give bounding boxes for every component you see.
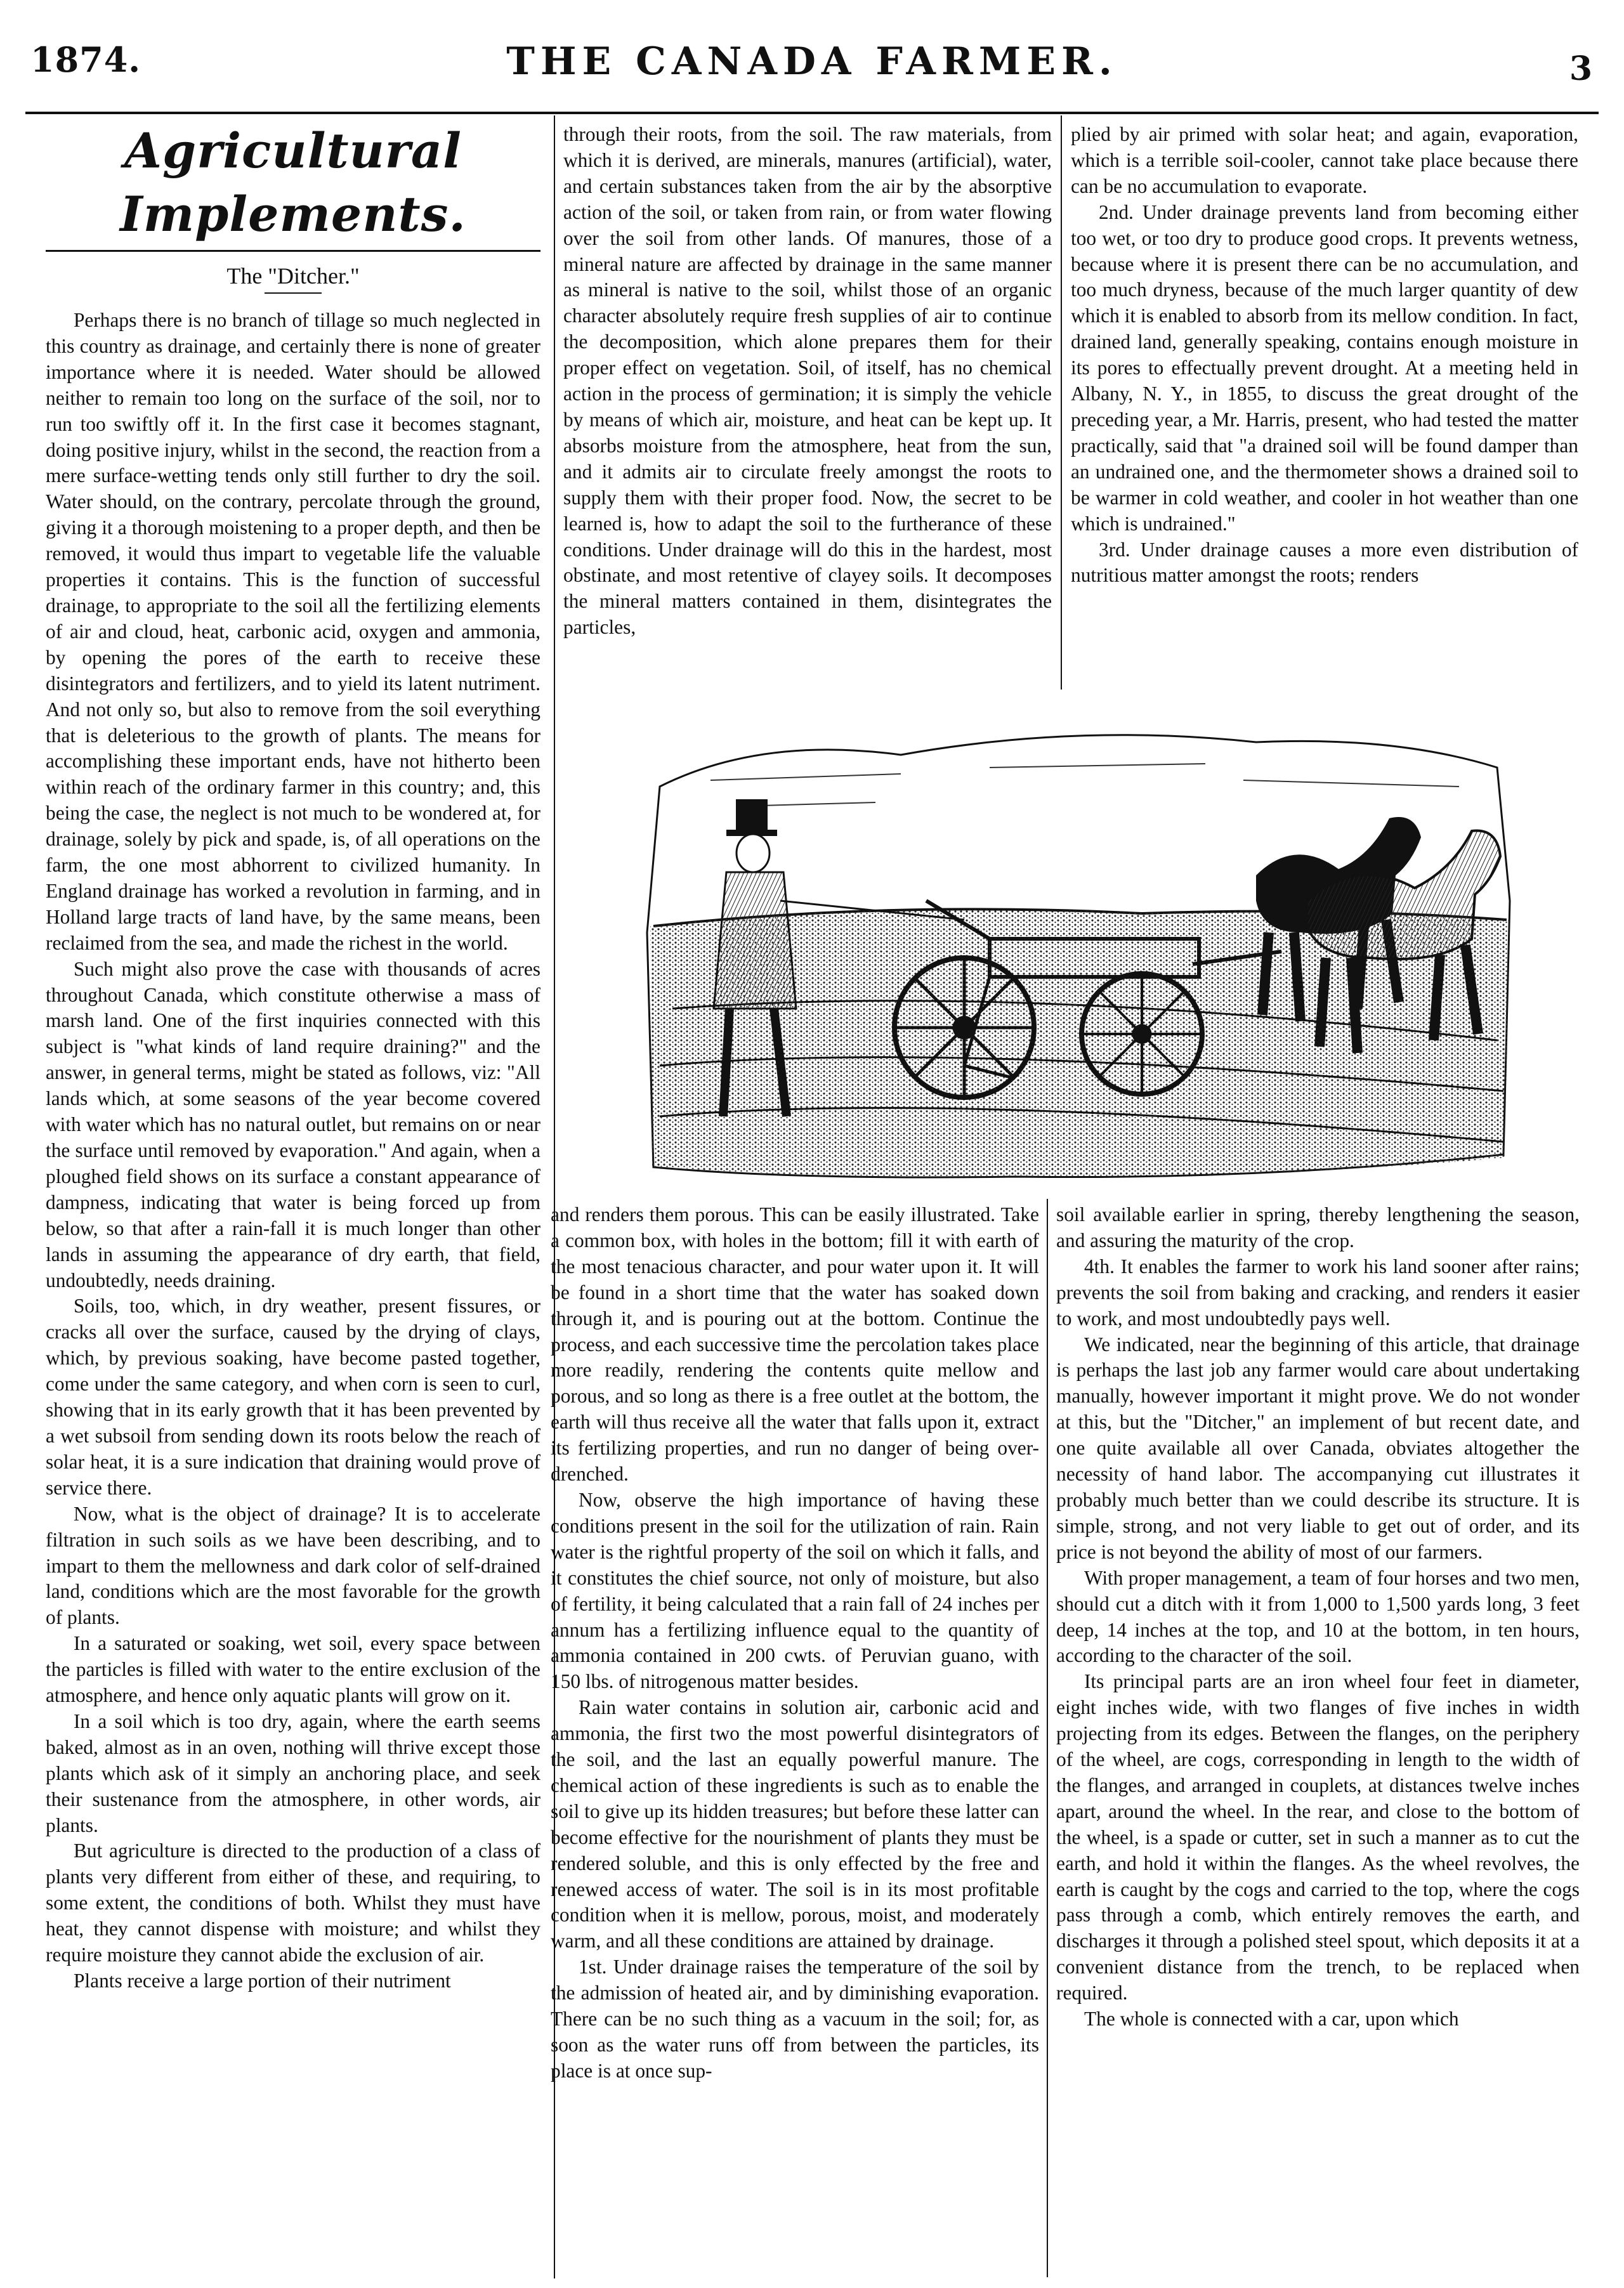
paragraph: But agriculture is directed to the production of a class of plants very different from either of these, and requiring, to some extent, the conditions of both. Whilst they must have heat, they cannot dispense with moisture; and whilst they require moisture they cannot abide the exclusion of air. [46,1840,540,1966]
paragraph: Now, what is the object of drainage? It is to accelerate filtration in such soils as we have been describing, and to impart to them the mellowness and dark color of self-drained land, conditions which are the most favorable for the growth of plants. [46,1502,540,1629]
column-divider-3 [1047,1199,1048,2277]
paragraph: With proper management, a team of four horses and two men, should cut a ditch with it from 1,000 to 1,500 yards long, 3 feet deep, 14 inches at the top, and 10 at the bottom, in ten hours, according to the character of the soil. [1056,1566,1580,1667]
masthead-title: THE CANADA FARMER. [506,39,1118,84]
article-column-1 [46,119,540,2279]
article-column-2-top [563,122,1052,690]
paragraph: Soils, too, which, in dry weather, present fissures, or cracks all over the surface, caused by the drying of clays, which, by previous soaking, have become pasted together, come under the same category, and when corn is seen to curl, showing that in its early growth that it has been prevented by a wet subsoil from sending down its roots below the reach of solar heat, it is a sure indication that draining would prove of service there. [46,1295,540,1499]
paragraph: In a soil which is too dry, again, where the earth seems baked, almost as in an oven, nothing will thrive except those plants which ask of it simply an anchoring place, and seek their sustenance from the atmosphere, in other words, air plants. [46,1709,540,1836]
article-column-3-top [1071,122,1578,690]
masthead-rule [25,112,1599,114]
section-title: Agricultural Implements. [120,122,466,242]
paragraph: We indicated, near the beginning of this article, that drainage is perhaps the last job any farmer would care about undertaking manually, however important it might prove. We do not wonder at this, but the "Ditcher," an implement of but recent date, and one quite available all over Canada, obviates altogether the necessity of hand labor. The accompanying cut illustrates it probably much better than we could describe its structure. It is simple, strong, and not very liable to get out of order, and its price is not beyond the ability of most of our farmers. [1056,1333,1580,1563]
masthead-year: 1874. [30,39,141,80]
paragraph: 3rd. Under drainage causes a more even distribution of nutritious matter amongst the roots; renders [1071,538,1578,587]
paragraph: Such might also prove the case with thousands of acres throughout Canada, which constitute otherwise a mass of marsh land. One of the first inquiries connected with this subject is "what kinds of land require draining?" and the answer, in general terms, might be stated as follows, viz: "All lands which, at some seasons of the year become covered with water which has no natural outlet, but remains on or near the surface until removed by evaporation." And again, when a ploughed field shows on its surface a constant appearance of dampness, indicating that water is being forced up from below, so that after a rain-fall it is much longer than other lands in assuming the appearance of dry earth, that field, undoubtedly, needs draining. [46,957,540,1291]
paragraph: through their roots, from the soil. The raw materials, from which it is derived, are minerals, manures (artificial), water, and certain substances taken from the air by the absorptive action of the soil, or taken from rain, or from water flowing over the soil from other lands. Of manures, those of a mineral nature are affected by drainage in the same manner as mineral is native to the soil, whilst those of an organic character absolutely require fresh supplies of air to continue the decomposition, which alone prepares them for their proper effect on vegetation. Soil, of itself, has no chemical action in the process of germination; it is simply the vehicle by means of which air, moisture, and heat can be kept up. It absorbs moisture from the atmosphere, heat from the sun, and it admits air to circulate freely amongst the roots to supply them with their proper food. Now, the secret to be learned is, how to adapt the soil to the furtherance of these conditions. Under drainage will do this in the hardest, most obstinate, and most retentive of clayey soils. It decomposes the mineral matters contained in them, disintegrates the particles, [563,123,1052,639]
ditcher-engraving [634,710,1516,1193]
article-title: The "Ditcher." [226,263,360,289]
paragraph: and renders them porous. This can be easily illustrated. Take a common box, with holes in the bottom; fill it with earth of the most tenacious character, and pour water upon it. It will be found in a short time that the water has soaked down through it, and is pouring out at the bottom. Continue the process, and each successive time the percolation takes place more readily, rendering the contents quite mellow and porous, and so long as there is a free outlet at the bottom, the earth will thus receive all the water that falls upon it, extract its fertilizing properties, and run no danger of being over-drenched. [551,1203,1039,1486]
paragraph: Its principal parts are an iron wheel four feet in diameter, eight inches wide, with two flanges of five inches in width projecting from its edges. Between the flanges, on the periphery of the wheel, are cogs, corresponding in length to the width of the flanges, and arranged in couplets, at distances twelve inches apart, around the wheel. In the rear, and close to the bottom of the wheel, is a spade or cutter, set in such a manner as to cut the earth, and hold it within the flanges. As the wheel revolves, the earth is caught by the cogs and carried to the top, where the cogs pass through a comb, which entirely removes the earth, and discharges it through a polished steel spout, which deposits it at a convenient distance from the trench, to be replaced when required. [1056,1670,1580,2004]
article-column-3-bottom [1056,1202,1580,2280]
paragraph: 1st. Under drainage raises the temperature of the soil by the admission of heated air, and by diminishing evaporation. There can be no such thing as a vacuum in the soil; for, as soon as the water runs off from between the particles, its place is at once sup- [551,1956,1039,2082]
paragraph: plied by air primed with solar heat; and again, evaporation, which is a terrible soil-cooler, cannot take place because there can be no accumulation to evaporate. [1071,123,1578,197]
page-number: 3 [1569,49,1592,88]
paragraph: 2nd. Under drainage prevents land from becoming either too wet, or too dry to produce good crops. It prevents wetness, because where it is present there can be no accumulation, and too much dryness, because of the much larger quantity of dew which it is enabled to absorb from its mellow condition. In fact, drained land, generally speaking, contains enough moisture in its pores to effectually prevent drought. At a meeting held in Albany, N. Y., in 1855, to discuss the great drought of the preceding year, a Mr. Harris, present, who had tested the matter practically, said that "a drained soil will be found damper than an undrained one, and the thermometer shows a drained soil to be warmer in cold weather, and cooler in hot weather than one which is undrained." [1071,200,1578,535]
paragraph: soil available earlier in spring, thereby lengthening the season, and assuring the maturity of the crop. [1056,1203,1580,1252]
paragraph: Now, observe the high importance of having these conditions present in the soil for the utilization of rain. Rain water is the rightful property of the soil on which it falls, and it constitutes the chief source, not only of moisture, but also of fertility, it being calculated that a rain fall of 24 inches per annum has a fertilizing influence equal to the quantity of ammonia contained in 200 cwts. of Peruvian guano, with 150 lbs. of nitrogenous matter besides. [551,1488,1039,1693]
paragraph: Plants receive a large portion of their nutriment [73,1970,451,1992]
paragraph: 4th. It enables the farmer to work his land sooner after rains; prevents the soil from baking and cracking, and renders it easier to work, and most undoubtedly pays well. [1056,1255,1580,1330]
paragraph: Rain water contains in solution air, carbonic acid and ammonia, the first two the most powerful disintegrators of the soil, and the last an equally powerful manure. The chemical action of these ingredients is such as to enable the soil to give up its hidden treasures; but before these latter can become effective for the nourishment of plants they must be rendered soluble, and this is only effected by the free and renewed access of water. The soil is in its most profitable condition when it is mellow, porous, moist, and moderately warm, and all these conditions are attained by drainage. [551,1696,1039,1952]
section-title-rule [46,250,540,252]
paragraph: The whole is connected with a car, upon which [1084,2008,1459,2030]
paragraph: In a saturated or soaking, wet soil, every space between the particles is filled with water to the entire exclusion of the atmosphere, and hence only aquatic plants will grow on it. [46,1632,540,1707]
paragraph: Perhaps there is no branch of tillage so much neglected in this country as drainage, and certainly there is none of greater importance where it is needed. Water should be allowed neither to remain too long on the surface of the soil, nor to run too swiftly off it. In the first case it becomes stagnant, doing positive injury, whilst in the second, the reaction from a mere surface-wetting tends only still further to dry the soil. Water should, on the contrary, percolate through the ground, giving it a thorough moistening to a proper depth, and then be removed, it would thus impart to vegetable life the valuable properties it contains. This is the function of successful drainage, to appropriate to the soil all the fertilizing elements of air and cloud, heat, carbonic acid, oxygen and ammonia, by opening the pores of the earth to receive these disintegrators and fertilizers, and to yield its latent nutriment. And not only so, but also to remove from the soil everything that is deleterious to the growth of plants. The means for accomplishing these important ends, have not hitherto been within reach of the ordinary farmer in this country; and, this being the case, the neglect is not much to be wondered at, for drainage, solely by pick and spade, is, of all operations on the farm, the one most abhorrent to civilized humanity. In England drainage has worked a revolution in farming, and in Holland large tracts of land have, by the same means, been reclaimed from the sea, and made the richest in the world. [46,309,540,954]
article-column-2-bottom [551,1202,1039,2280]
column-divider-2 [1061,115,1062,690]
title-rule [265,292,322,294]
